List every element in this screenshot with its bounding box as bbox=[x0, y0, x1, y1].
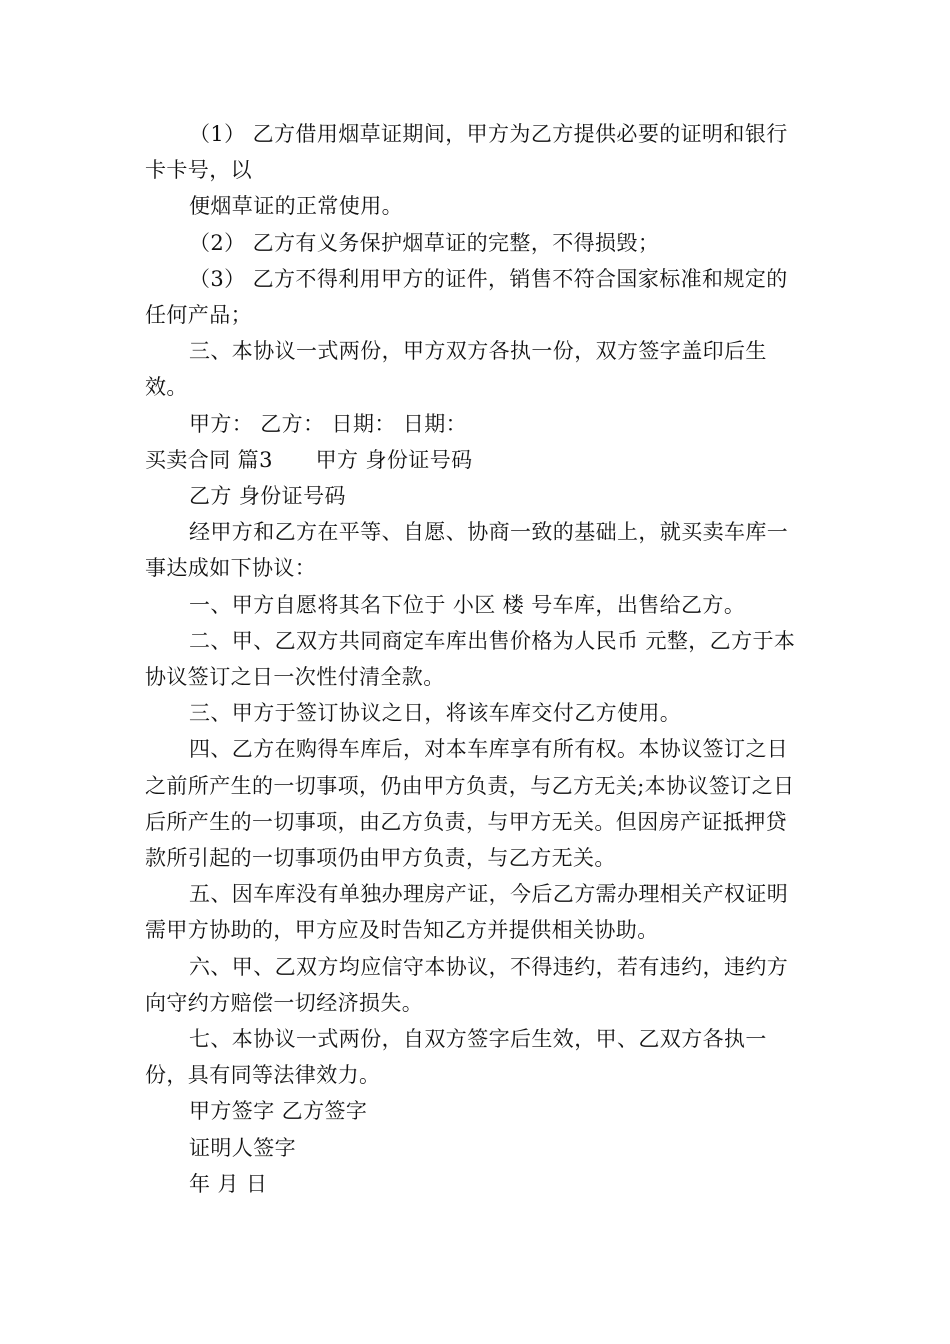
signature-line-2: 甲方签字 乙方签字 bbox=[189, 1099, 368, 1124]
clause-7: 七、本协议一式两份，自双方签字后生效，甲、乙双方各执一份，具有同等法律效力。 bbox=[145, 1027, 767, 1088]
signature-line-1: 甲方： 乙方： 日期： 日期： bbox=[189, 411, 468, 436]
paragraph-1: （1） 乙方借用烟草证期间，甲方为乙方提供必要的证明和银行卡卡号，以 bbox=[145, 122, 788, 183]
clause-6: 六、甲、乙双方均应信守本协议，不得违约，若有违约，违约方向守约方赔偿一切经济损失。 bbox=[145, 954, 789, 1015]
paragraph-4: （3） 乙方不得利用甲方的证件，销售不符合国家标准和规定的任何产品； bbox=[145, 266, 788, 328]
party-b-id-line: 乙方 身份证号码 bbox=[189, 484, 346, 509]
paragraph-3: （2） 乙方有义务保护烟草证的完整，不得损毁； bbox=[189, 230, 660, 255]
clause-2: 二、甲、乙双方共同商定车库出售价格为人民币 元整，乙方于本协议签订之日一次性付清全款。 bbox=[145, 628, 796, 690]
paragraph-2: 便烟草证的正常使用。 bbox=[189, 194, 403, 219]
paragraph-5: 三、本协议一式两份，甲方双方各执一份，双方签字盖印后生效。 bbox=[145, 339, 767, 400]
clause-4: 四、乙方在购得车库后，对本车库享有所有权。本协议签订之日之前所产生的一切事项，仍由甲方负责，与乙方无关;本协议签订之日后所产生的一切事项，由乙方负责，与甲方无关。但因房产证抵押贷款所引起的一切事项仍由甲方负责，与乙方无关。 bbox=[145, 737, 795, 871]
contract-heading: 买卖合同 篇3 甲方 身份证号码 bbox=[145, 447, 473, 472]
clause-5: 五、因车库没有单独办理房产证，今后乙方需办理相关产权证明需甲方协助的，甲方应及时告知乙方并提供相关协助。 bbox=[145, 882, 789, 943]
witness-signature-line: 证明人签字 bbox=[189, 1135, 296, 1160]
document-body bbox=[145, 116, 807, 1202]
date-line: 年 月 日 bbox=[189, 1171, 268, 1196]
clause-1: 一、甲方自愿将其名下位于 小区 楼 号车库，出售给乙方。 bbox=[189, 592, 746, 617]
clause-3: 三、甲方于签订协议之日，将该车库交付乙方使用。 bbox=[189, 701, 682, 726]
paragraph-intro: 经甲方和乙方在平等、自愿、协商一致的基础上，就买卖车库一事达成如下协议： bbox=[145, 520, 789, 581]
